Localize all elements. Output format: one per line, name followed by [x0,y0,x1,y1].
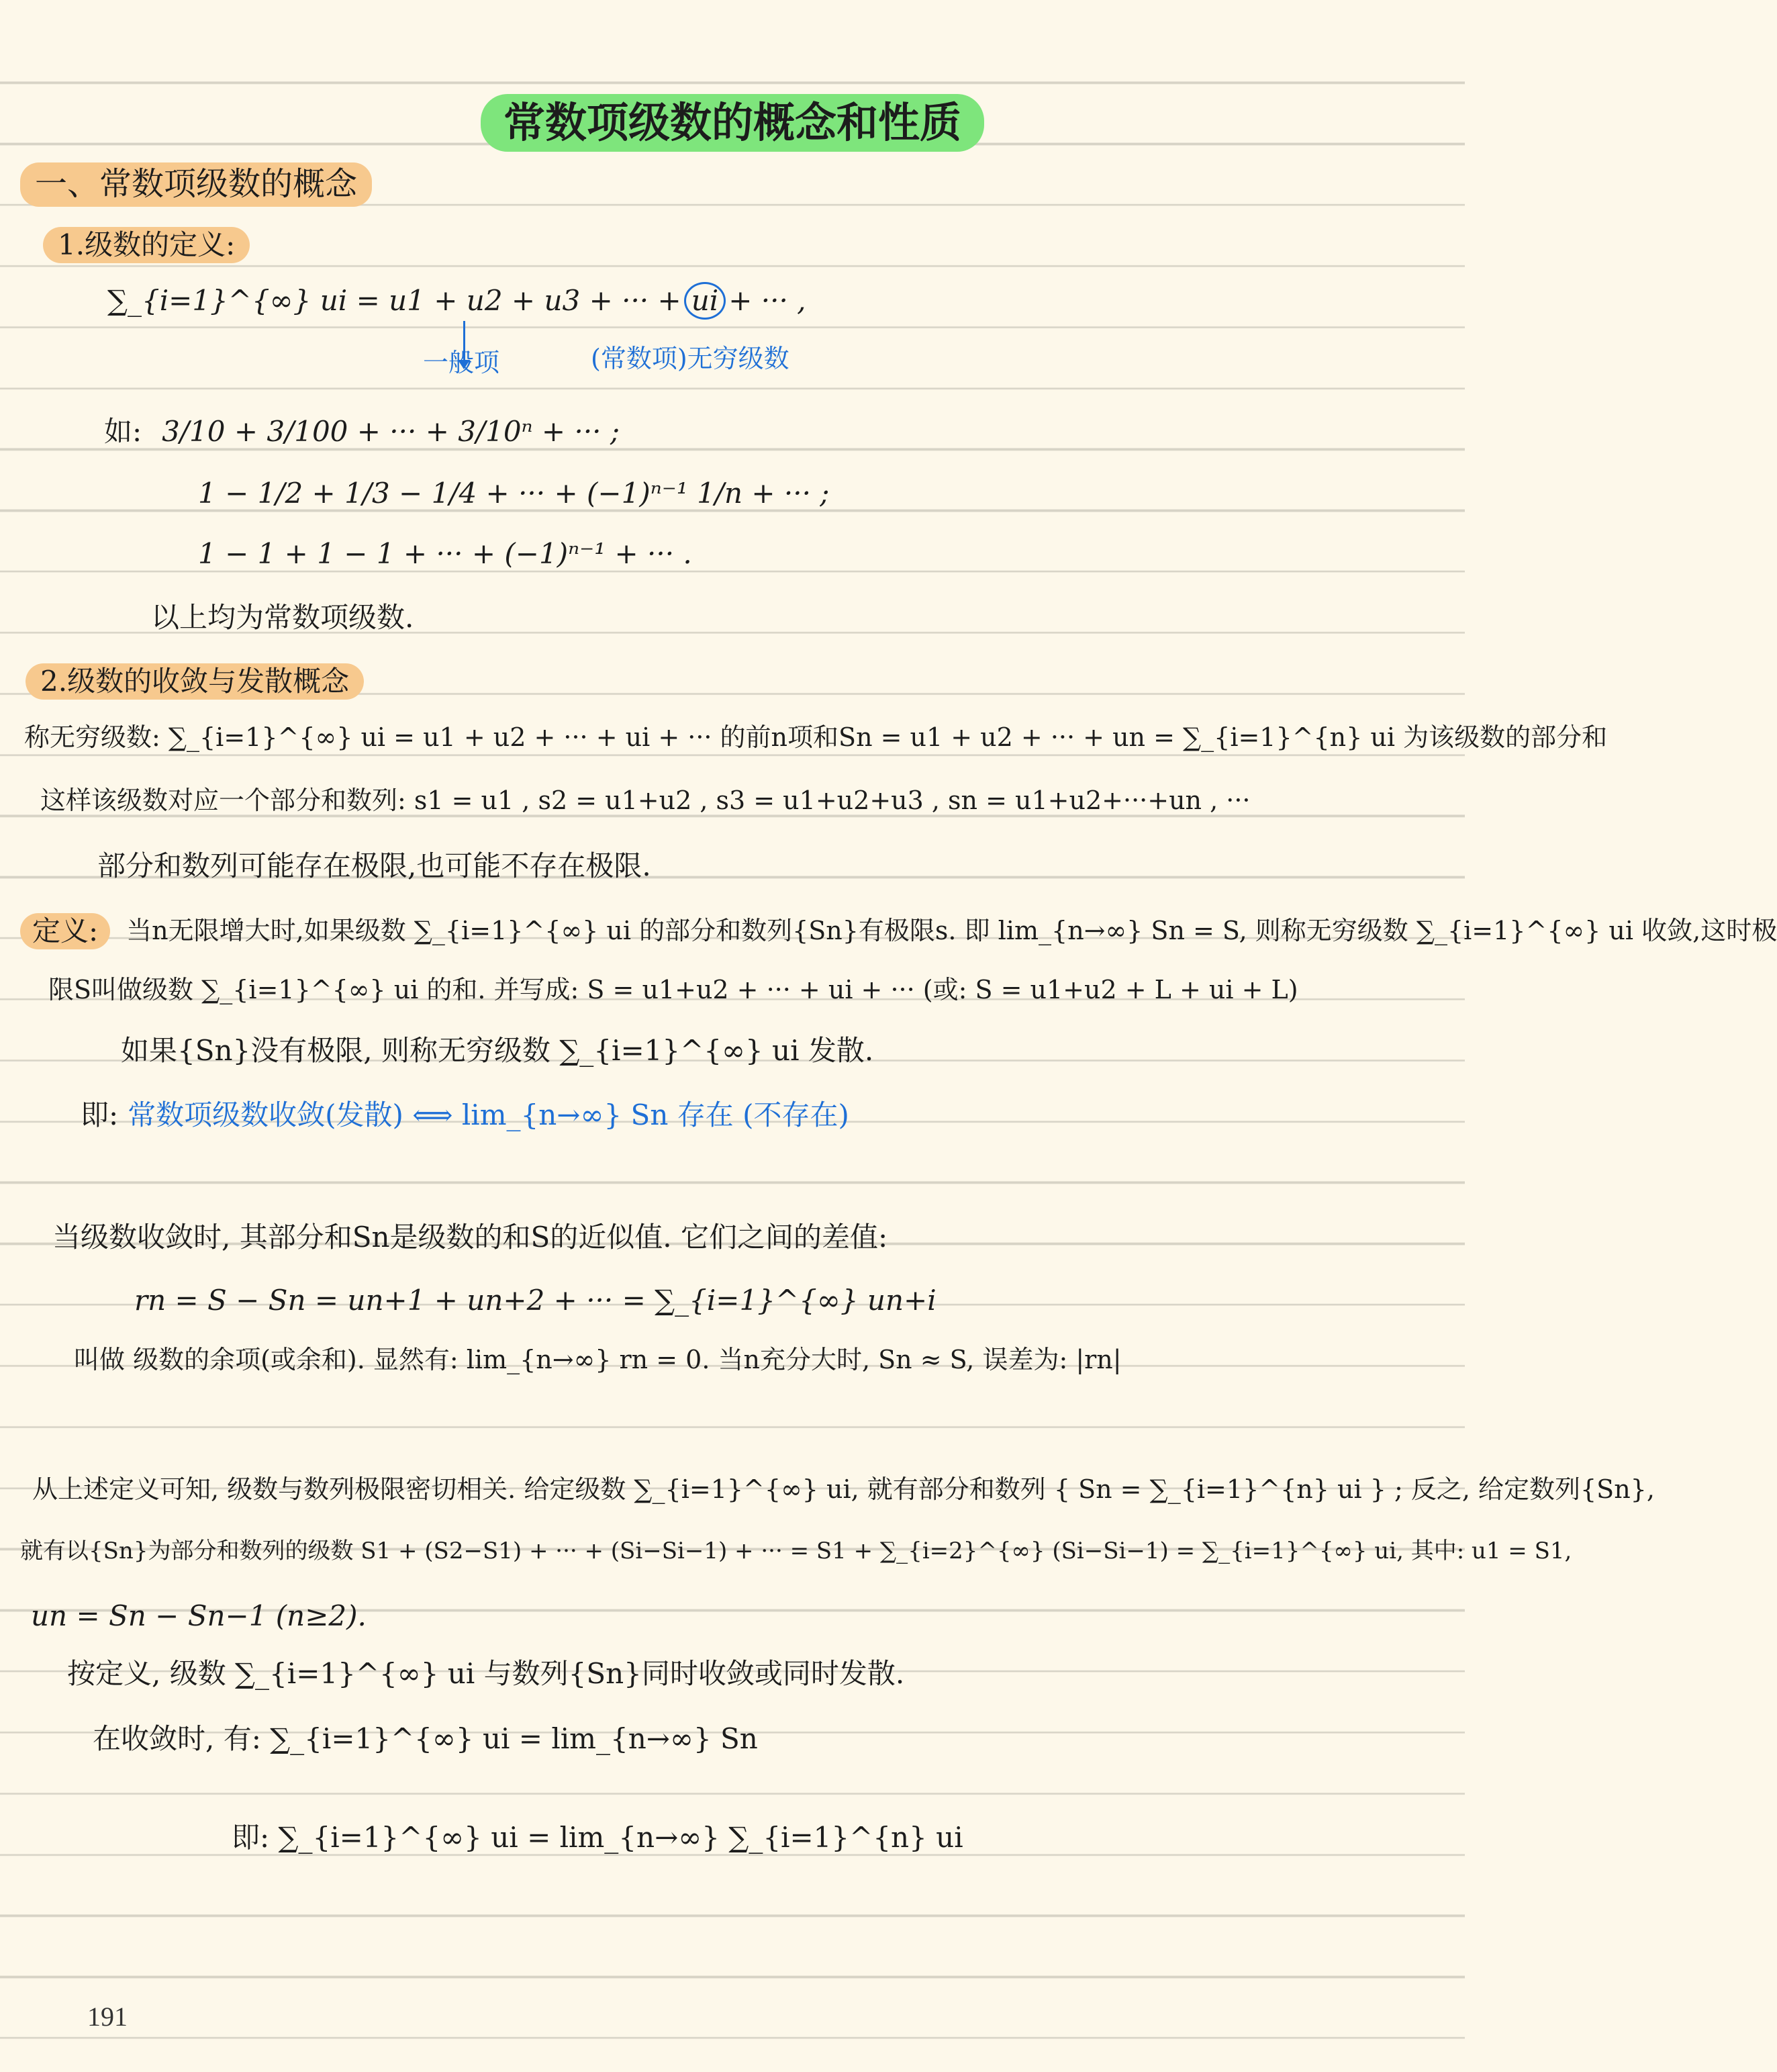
sum-as-limit-expanded: 即: ∑_{i=1}^{∞} ui = lim_{n→∞} ∑_{i=1}^{n} ui [232,1821,963,1854]
convergence-definition-row [20,913,1777,949]
approximation-intro: 当级数收敛时, 其部分和Sn是级数的和S的近似值. 它们之间的差值: [52,1221,888,1254]
example-row-1 [104,415,620,449]
remainder-formula: rn = S − Sn = un+1 + un+2 + ··· = ∑_{i=1}^{∞} un+i [134,1284,936,1317]
example-label: 如: [104,415,142,448]
page-title: 常数项级数的概念和性质 [481,94,984,152]
title-row [0,94,1465,152]
series-sum-definition: 限S叫做级数 ∑_{i=1}^{∞} ui 的和. 并写成: S = u1+u2 + ··· + ui + ··· (或: S = u1+u2 + L + ui + L) [48,975,1298,1004]
definition-label: 定义: [20,913,110,949]
example-series-2: 1 − 1/2 + 1/3 − 1/4 + ··· + (−1)ⁿ⁻¹ 1/n + ··· ; [198,477,830,510]
series-sequence-relation-2: 就有以{Sn}为部分和数列的级数 S1 + (S2−S1) + ··· + (Si−Si−1) + ··· = S1 + ∑_{i=2}^{∞} (Si−Si−1) = ∑_{i=1}^{∞} ui, 其中: u1 = S1, [20,1538,1572,1564]
section1-heading: 一、常数项级数的概念 [20,162,372,207]
sub2-heading: 2.级数的收敛与发散概念 [26,663,364,700]
equivalence-label: 即: [81,1098,119,1131]
example-series-1: 3/10 + 3/100 + ··· + 3/10ⁿ + ··· ; [162,415,620,448]
section1-heading-row [20,162,372,207]
infinite-series-annotation: (常数项)无穷级数 [591,344,789,373]
divergence-definition: 如果{Sn}没有极限, 则称无穷级数 ∑_{i=1}^{∞} ui 发散. [121,1034,874,1067]
simultaneous-convergence: 按定义, 级数 ∑_{i=1}^{∞} ui 与数列{Sn}同时收敛或同时发散. [67,1657,905,1690]
example-series-3: 1 − 1 + 1 − 1 + ··· + (−1)ⁿ⁻¹ + ··· . [198,537,692,570]
sub1-heading: 1.级数的定义: [43,227,250,263]
sub1-heading-row [43,227,250,263]
general-term-circled: ui [684,282,726,320]
partial-sum-sequence: 这样该级数对应一个部分和数列: s1 = u1 , s2 = u1+u2 , s3 = u1+u2+u3 , sn = u1+u2+···+un , ··· [40,786,1251,815]
sum-as-limit: 在收敛时, 有: ∑_{i=1}^{∞} ui = lim_{n→∞} Sn [93,1722,758,1755]
page-number: 191 [87,2002,128,2032]
equivalence-statement: 常数项级数收敛(发散) ⟺ lim_{n→∞} Sn 存在 (不存在) [128,1098,849,1131]
general-term-relation: un = Sn − Sn−1 (n≥2). [31,1599,367,1632]
sub2-heading-row [26,663,364,700]
equivalence-row [81,1098,849,1132]
series-definition-formula [107,282,806,320]
remainder-note: 叫做 级数的余项(或余和). 显然有: lim_{n→∞} rn = 0. 当n充分大时, Sn ≈ S, 误差为: |rn| [74,1345,1122,1374]
series-definition-main: ∑_{i=1}^{∞} ui = u1 + u2 + u3 + ··· + [107,284,681,317]
general-term-annotation: 一般项 [423,348,500,377]
limit-existence-note: 部分和数列可能存在极限,也可能不存在极限. [97,849,651,882]
convergence-definition: 当n无限增大时,如果级数 ∑_{i=1}^{∞} ui 的部分和数列{Sn}有极限s. 即 lim_{n→∞} Sn = S, 则称无穷级数 ∑_{i=1}^{∞} ui 收敛,这时极 [126,916,1777,946]
partial-sum-definition: 称无穷级数: ∑_{i=1}^{∞} ui = u1 + u2 + ··· + ui + ··· 的前n项和Sn = u1 + u2 + ··· + un = ∑_{i=1}^{n} ui 为该级数的部分和 [24,722,1608,752]
series-sequence-relation-1: 从上述定义可知, 级数与数列极限密切相关. 给定级数 ∑_{i=1}^{∞} ui, 就有部分和数列 { Sn = ∑_{i=1}^{n} ui } ; 反之, 给定数列{Sn}, [32,1474,1655,1504]
examples-note: 以上均为常数项级数. [151,601,414,634]
series-definition-tail: + ··· , [728,284,806,317]
